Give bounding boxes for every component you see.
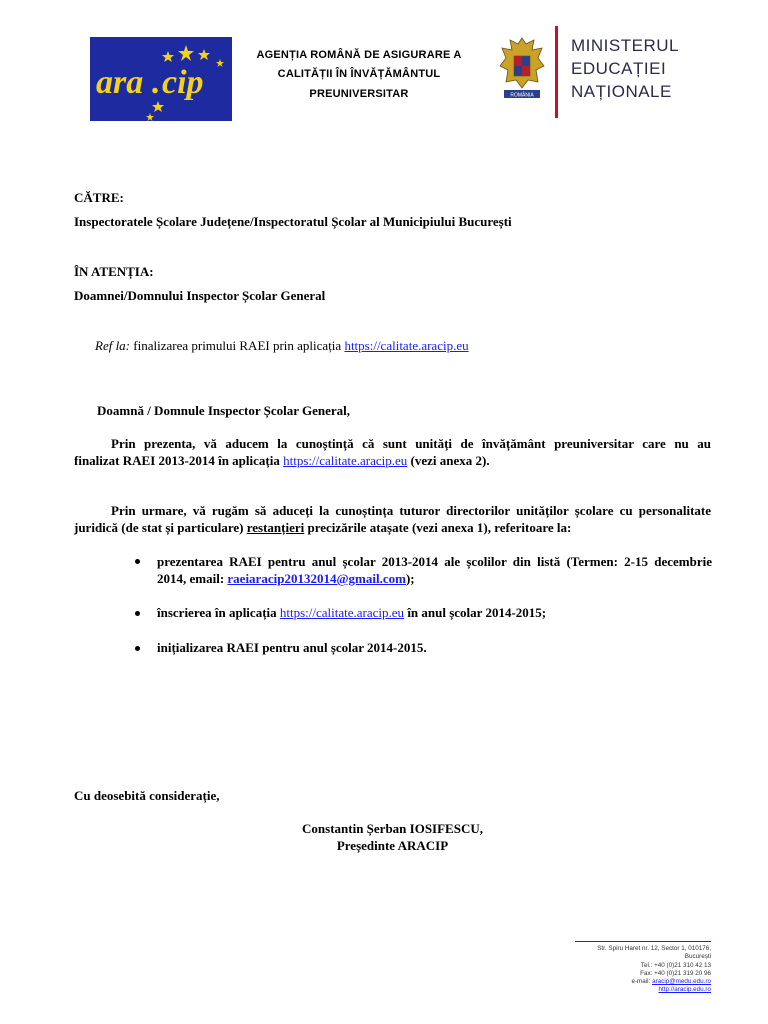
salutation: Doamnă / Domnule Inspector Școlar General,	[97, 403, 351, 418]
agency-name-line-1: AGENȚIA ROMÂNĂ DE ASIGURARE A	[256, 49, 462, 61]
reference-line	[95, 338, 469, 354]
aracip-logo	[90, 37, 232, 121]
bullet-item-2: înscrierea în aplicația https://calitate.aracip.eu în anul școlar 2014-2015;	[157, 605, 547, 620]
agency-name-line-2: CALITĂȚII ÎN ÎNVĂȚĂMÂNTUL	[277, 68, 441, 80]
recipient-label: CĂTRE:	[74, 190, 124, 205]
footer-city: București	[684, 953, 711, 961]
footer-address: Str. Spiru Haret nr. 12, Sector 1, 010176,	[597, 945, 711, 952]
bullet-dot-1	[135, 559, 140, 564]
attention-value: Doamnei/Domnului Inspector Școlar General	[74, 288, 326, 303]
paragraph-1-line-1: Prin prezenta, vă aducem la cunoștință că sunt unități de învățământ preuniversitar care nu au	[111, 436, 711, 451]
signature-name: Constantin Șerban IOSIFESCU,	[302, 821, 483, 836]
bullet-2-link[interactable]: https://calitate.aracip.eu	[279, 605, 405, 620]
footer-fax: Fax: +40 (0)21 319 20 96	[640, 969, 711, 977]
svg-text:cip: cip	[162, 64, 204, 101]
paragraph-1	[74, 435, 711, 469]
reference-label: Ref la:	[95, 338, 131, 353]
ministry-line-1: MINISTERUL	[571, 36, 679, 55]
footer-contact	[560, 945, 711, 995]
restantieri-underlined: restanțieri	[246, 520, 305, 535]
paragraph-1-link[interactable]: https://calitate.aracip.eu	[283, 453, 408, 468]
footer-email-link[interactable]: aracip@medu.edu.ro	[652, 978, 711, 986]
reference-link[interactable]: https://calitate.aracip.eu	[344, 338, 469, 353]
svg-text:ROMÂNIA: ROMÂNIA	[510, 92, 534, 99]
footer-tel: Tel.: +40 (0)21 310 42 13	[640, 961, 711, 969]
bullet-item-3: inițializarea RAEI pentru anul școlar 2014-2015.	[157, 640, 427, 655]
aracip-logo-graphic	[90, 37, 232, 121]
attention-label: ÎN ATENȚIA:	[74, 264, 154, 279]
footer-divider	[575, 941, 711, 942]
bullet-dot-3	[135, 646, 140, 651]
bullet-item-1: prezentarea RAEI pentru anul școlar 2013-2014 ale școlilor din listă (Termen: 2-15 decembrie 2014, email: raeiaracip20132014@gmail.com);	[157, 554, 712, 586]
signature-title: Președinte ARACIP	[336, 838, 449, 853]
ministry-line-2: EDUCAȚIEI	[571, 59, 667, 78]
logo-wordmark: ara	[96, 64, 144, 101]
email-link[interactable]: raeiaracip20132014@gmail.com	[227, 571, 406, 586]
coat-of-arms-icon	[498, 36, 546, 102]
footer-email-line: e-mail: aracip@medu.edu.ro	[631, 978, 711, 986]
paragraph-2-line-2: juridică (de stat și particulare) restanțieri precizările atașate (vezi anexa 1), referitoare la:	[74, 520, 572, 535]
closing: Cu deosebită considerație,	[74, 788, 220, 803]
footer-web-link[interactable]: http://aracip.edu.ro	[658, 986, 711, 994]
recipient-value: Inspectoratele Școlare Județene/Inspectoratul Școlar al Municipiului București	[74, 214, 512, 229]
agency-name-line-3: PREUNIVERSITAR	[309, 88, 409, 100]
reference-text: finalizarea primului RAEI prin aplicația	[133, 338, 342, 353]
ministry-divider-bar	[555, 26, 558, 118]
ministry-line-3: NAȚIONALE	[571, 82, 672, 101]
paragraph-2-line-1: Prin urmare, vă rugăm să aduceți la cunoștința tuturor directorilor unităților școlare cu personalitate	[111, 503, 711, 518]
bullet-dot-2	[135, 611, 140, 616]
paragraph-1-line-2: finalizat RAEI 2013-2014 în aplicația https://calitate.aracip.eu (vezi anexa 2).	[74, 453, 490, 468]
svg-text:.: .	[152, 64, 161, 101]
paragraph-2	[74, 502, 711, 536]
